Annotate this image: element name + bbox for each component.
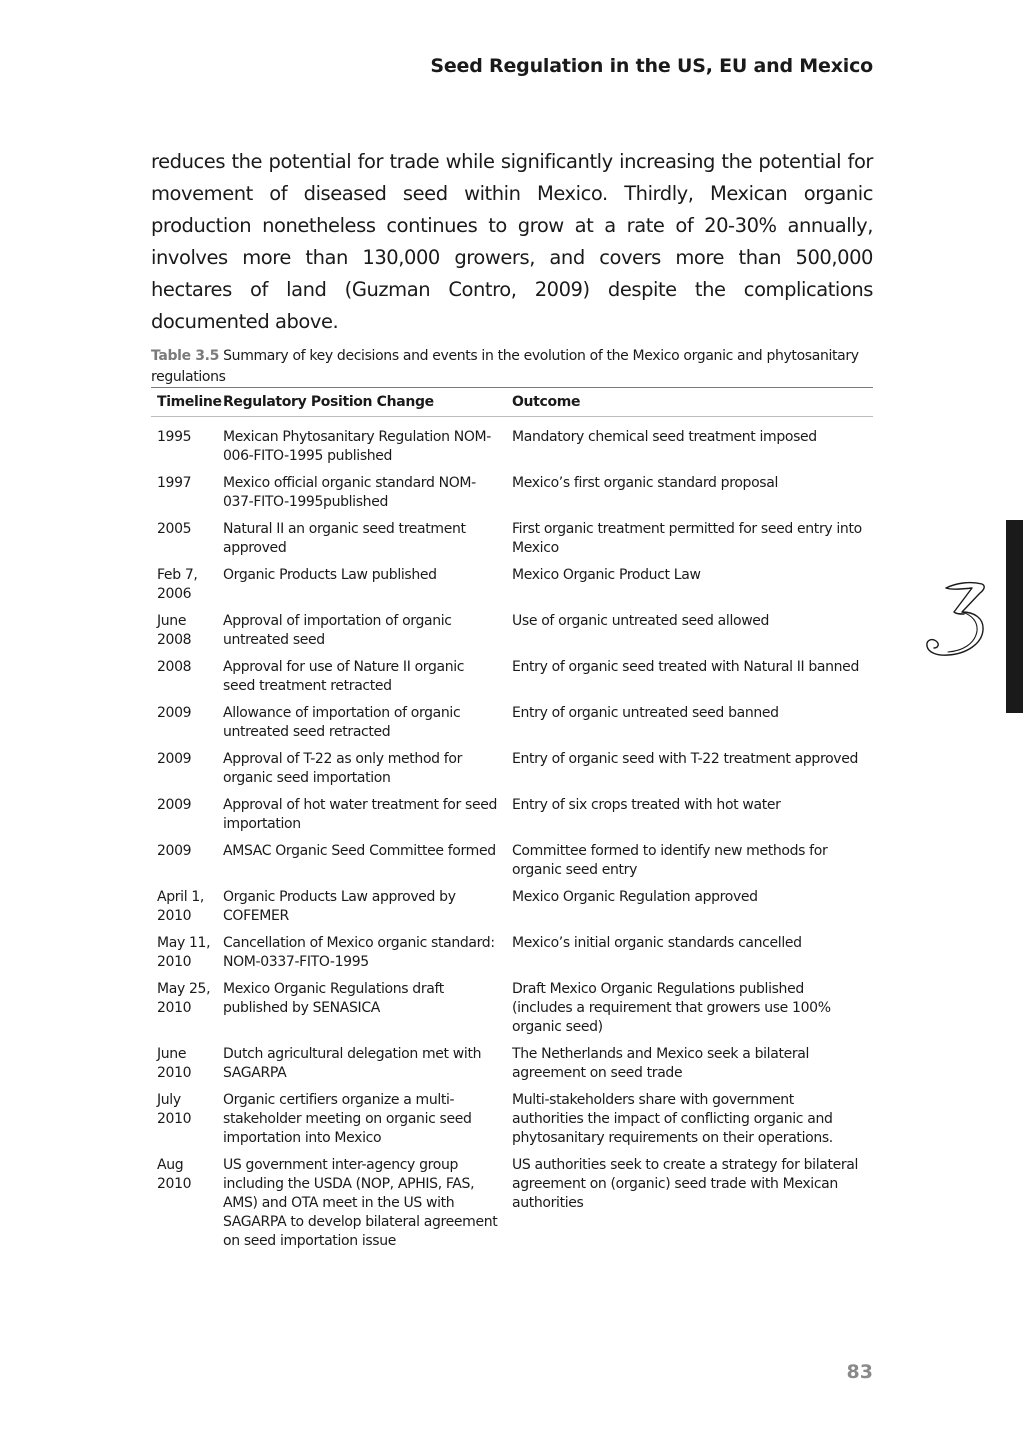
change-cell: Organic Products Law published: [223, 567, 437, 583]
outcome-cell: US authorities seek to create a strategy for bilateral agreement on (organic) seed trade with Mexican authorities: [512, 1157, 859, 1211]
table-caption-text: Summary of key decisions and events in the evolution of the Mexico organic and phytosanitary regulations: [151, 348, 859, 385]
outcome-cell: Entry of organic seed with T-22 treatment approved: [512, 751, 859, 767]
outcome-cell: The Netherlands and Mexico seek a bilateral agreement on seed trade: [512, 1046, 810, 1081]
timeline-cell: 2008: [157, 659, 192, 675]
table-row: [151, 650, 873, 696]
timeline-cell: 2005: [157, 521, 192, 537]
table-caption: [151, 346, 873, 388]
table-caption-label: Table 3.5: [151, 348, 220, 364]
table-row: [151, 1148, 873, 1251]
change-cell: US government inter-agency group including the USDA (NOP, APHIS, FAS, AMS) and OTA meet in the US with SAGARPA to develop bilateral agreement on seed importation issue: [223, 1157, 498, 1249]
outcome-cell: Mexico’s first organic standard proposal: [512, 475, 779, 491]
change-cell: Organic Products Law approved by COFEMER: [223, 889, 456, 924]
timeline-cell: Aug 2010: [157, 1157, 192, 1192]
change-cell: Dutch agricultural delegation met with SAGARPA: [223, 1046, 482, 1081]
timeline-cell: June 2010: [157, 1046, 192, 1081]
table-row: [151, 972, 873, 1037]
change-cell: Cancellation of Mexico organic standard: NOM-0337-FITO-1995: [223, 935, 495, 970]
change-cell: Approval for use of Nature II organic seed treatment retracted: [223, 659, 465, 694]
timeline-cell: June 2008: [157, 613, 192, 648]
timeline-cell: May 11, 2010: [157, 935, 211, 970]
table-row: [151, 880, 873, 926]
outcome-cell: Mandatory chemical seed treatment imposed: [512, 429, 817, 445]
change-cell: Approval of T-22 as only method for organic seed importation: [223, 751, 462, 786]
change-cell: Allowance of importation of organic untreated seed retracted: [223, 705, 461, 740]
change-cell: Natural II an organic seed treatment approved: [223, 521, 466, 556]
timeline-cell: July 2010: [157, 1092, 192, 1127]
timeline-cell: Feb 7, 2006: [157, 567, 198, 602]
table-row: [151, 926, 873, 972]
outcome-cell: Mexico’s initial organic standards cancelled: [512, 935, 802, 951]
outcome-cell: Mexico Organic Product Law: [512, 567, 701, 583]
table-row: [151, 417, 873, 467]
header-regulatory-position-change: Regulatory Position Change: [223, 394, 434, 410]
chapter-tab: [1006, 520, 1023, 713]
running-head: Seed Regulation in the US, EU and Mexico: [430, 55, 873, 77]
outcome-cell: Entry of organic untreated seed banned: [512, 705, 779, 721]
header-timeline: Timeline: [157, 394, 222, 410]
body-paragraph: reduces the potential for trade while significantly increasing the potential for movement of diseased seed within Mexico. Thirdly, Mexican organic production nonetheless continues to grow at a rate of 20-30% annually, involves more than 130,000 growers, and covers more than 500,000 hectares of land (Guzman Contro, 2009) despite the complications documented above.: [151, 150, 873, 333]
table-row: [151, 788, 873, 834]
change-cell: Approval of hot water treatment for seed importation: [223, 797, 498, 832]
change-cell: Organic certifiers organize a multi-stakeholder meeting on organic seed importation into Mexico: [223, 1092, 472, 1146]
timeline-cell: 1995: [157, 429, 192, 445]
table-row: [151, 742, 873, 788]
change-cell: AMSAC Organic Seed Committee formed: [223, 843, 496, 859]
timeline-cell: May 25, 2010: [157, 981, 211, 1016]
page-number: 83: [846, 1361, 873, 1383]
timeline-cell: 2009: [157, 797, 192, 813]
outcome-cell: Use of organic untreated seed allowed: [512, 613, 770, 629]
outcome-cell: Draft Mexico Organic Regulations published (includes a requirement that growers use 100% organic seed): [512, 981, 831, 1035]
table-row: [151, 696, 873, 742]
table-row: [151, 512, 873, 558]
change-cell: Approval of importation of organic untreated seed: [223, 613, 452, 648]
chapter-3-numeral-icon: [922, 578, 990, 660]
timeline-cell: 1997: [157, 475, 192, 491]
table-row: [151, 558, 873, 604]
outcome-cell: Mexico Organic Regulation approved: [512, 889, 758, 905]
outcome-cell: Multi-stakeholders share with government authorities the impact of conflicting organic and phytosanitary requirements on their operations.: [512, 1092, 833, 1146]
outcome-cell: First organic treatment permitted for seed entry into Mexico: [512, 521, 862, 556]
timeline-cell: 2009: [157, 705, 192, 721]
timeline-cell: 2009: [157, 751, 192, 767]
header-outcome: Outcome: [512, 394, 581, 410]
change-cell: Mexican Phytosanitary Regulation NOM-006-FITO-1995 published: [223, 429, 491, 464]
change-cell: Mexico Organic Regulations draft published by SENASICA: [223, 981, 444, 1016]
table-row: [151, 604, 873, 650]
regulation-timeline-table: [151, 387, 873, 1251]
outcome-cell: Committee formed to identify new methods for organic seed entry: [512, 843, 828, 878]
table-row: [151, 1083, 873, 1148]
change-cell: Mexico official organic standard NOM-037-FITO-1995published: [223, 475, 476, 510]
table-header-row: [151, 388, 873, 417]
outcome-cell: Entry of organic seed treated with Natural II banned: [512, 659, 859, 675]
outcome-cell: Entry of six crops treated with hot water: [512, 797, 781, 813]
table-row: [151, 1037, 873, 1083]
table-row: [151, 834, 873, 880]
timeline-cell: 2009: [157, 843, 192, 859]
table-row: [151, 466, 873, 512]
timeline-cell: April 1, 2010: [157, 889, 205, 924]
